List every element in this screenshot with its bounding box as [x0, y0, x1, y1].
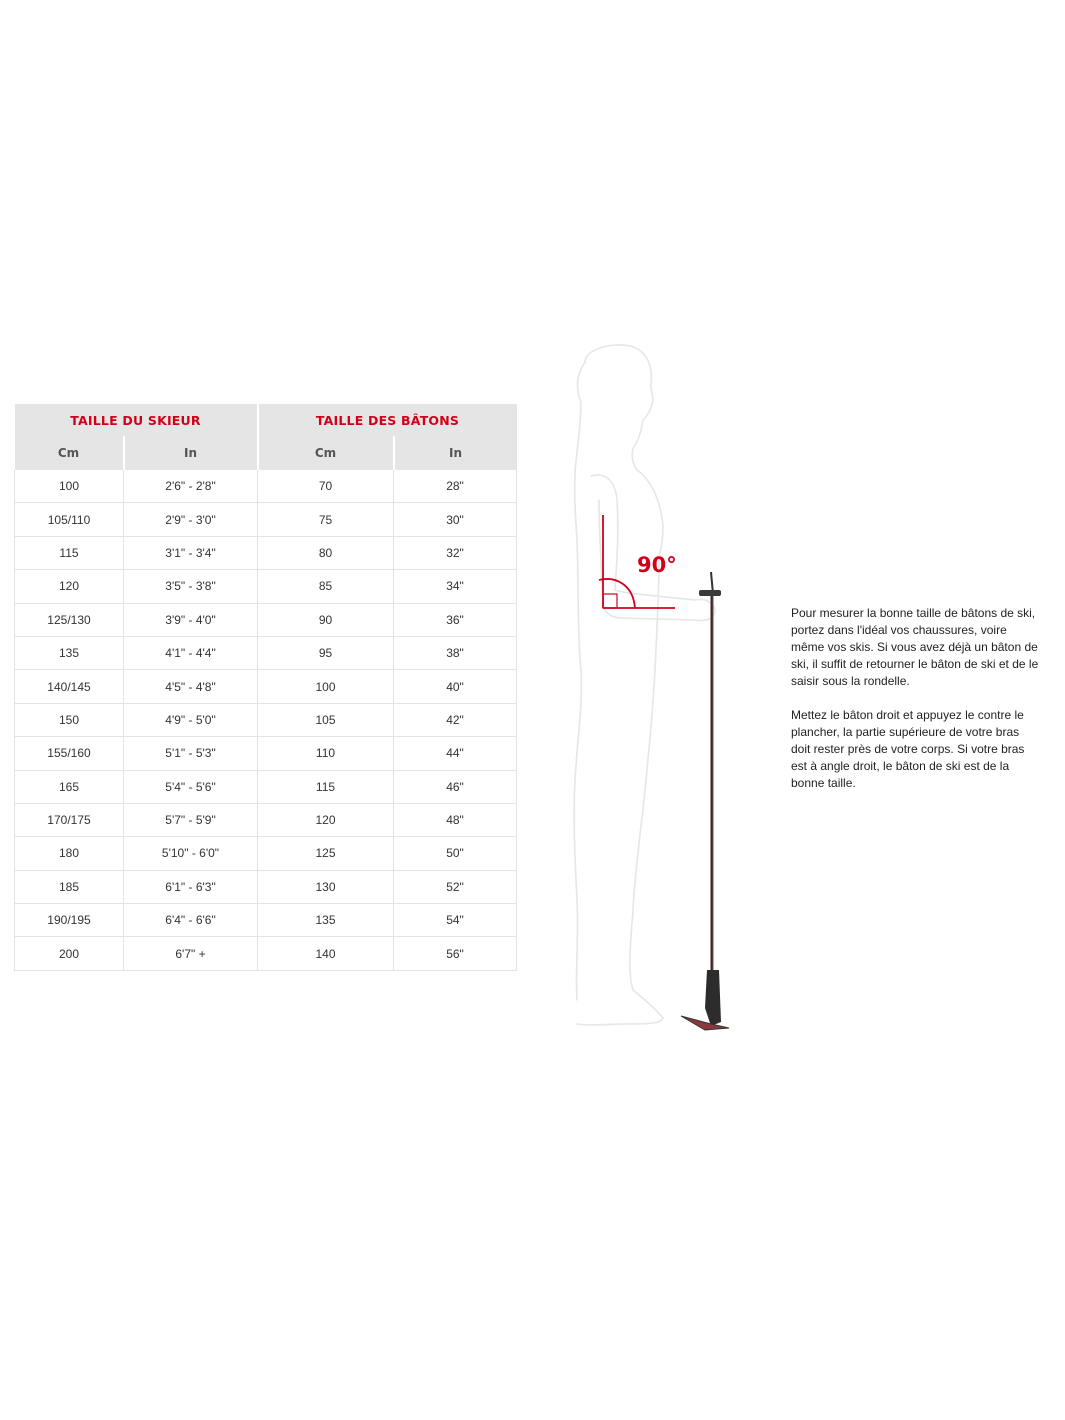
pole-cm-cell: 85	[258, 570, 394, 603]
skier-in-cell: 3'1" - 3'4"	[124, 536, 258, 569]
table-row	[15, 770, 517, 803]
measurement-instructions	[791, 605, 1041, 809]
pole-in-cell: 48"	[394, 803, 517, 836]
pole-cm-cell: 110	[258, 737, 394, 770]
pole-in-cell: 50"	[394, 837, 517, 870]
skier-cm-cell: 200	[15, 937, 124, 970]
skier-cm-cell: 180	[15, 837, 124, 870]
skier-cm-cell: 115	[15, 536, 124, 569]
pole-cm-cell: 100	[258, 670, 394, 703]
skier-in-cell: 4'5" - 4'8"	[124, 670, 258, 703]
pole-in-cell: 52"	[394, 870, 517, 903]
pole-in-cell: 46"	[394, 770, 517, 803]
pole-cm-cell: 115	[258, 770, 394, 803]
skier-cm-cell: 150	[15, 703, 124, 736]
skier-in-cell: 6'7" +	[124, 937, 258, 970]
table-row	[15, 870, 517, 903]
pole-cm-header: Cm	[258, 436, 394, 470]
pole-in-cell: 42"	[394, 703, 517, 736]
table-row	[15, 670, 517, 703]
pole-cm-cell: 105	[258, 703, 394, 736]
skier-cm-cell: 155/160	[15, 737, 124, 770]
skier-cm-header: Cm	[15, 436, 124, 470]
pole-in-cell: 54"	[394, 904, 517, 937]
pole-in-cell: 36"	[394, 603, 517, 636]
pole-cm-cell: 75	[258, 503, 394, 536]
ski-pole-icon	[681, 572, 729, 1030]
pole-cm-cell: 130	[258, 870, 394, 903]
instruction-paragraph-1: Pour mesurer la bonne taille de bâtons de ski, portez dans l'idéal vos chaussures, voire même vos skis. Si vous avez déjà un bâton de ski, il suffit de retourner le bâton de ski et de le saisir sous la rondelle.	[791, 606, 1039, 688]
pole-in-header: In	[394, 436, 517, 470]
pole-in-cell: 30"	[394, 503, 517, 536]
skier-size-header: TAILLE DU SKIEUR	[15, 404, 258, 436]
table-row	[15, 937, 517, 970]
pole-cm-cell: 120	[258, 803, 394, 836]
size-chart-table	[14, 404, 517, 971]
pole-cm-cell: 140	[258, 937, 394, 970]
skier-cm-cell: 190/195	[15, 904, 124, 937]
skier-in-cell: 6'4" - 6'6"	[124, 904, 258, 937]
skier-in-cell: 2'6" - 2'8"	[124, 470, 258, 503]
skier-in-cell: 2'9" - 3'0"	[124, 503, 258, 536]
leg-outline	[577, 558, 663, 1025]
pole-in-cell: 34"	[394, 570, 517, 603]
table-row	[15, 503, 517, 536]
chest-outline	[637, 470, 663, 558]
skier-cm-cell: 185	[15, 870, 124, 903]
skier-in-cell: 4'9" - 5'0"	[124, 703, 258, 736]
angle-label: 90°	[637, 553, 677, 577]
pole-in-cell: 32"	[394, 536, 517, 569]
skier-cm-cell: 125/130	[15, 603, 124, 636]
pole-cm-cell: 135	[258, 904, 394, 937]
pole-cm-cell: 70	[258, 470, 394, 503]
skier-in-cell: 5'7" - 5'9"	[124, 803, 258, 836]
arm-outline	[591, 475, 618, 590]
pole-cm-cell: 90	[258, 603, 394, 636]
pole-cm-cell: 95	[258, 636, 394, 669]
right-angle-box	[603, 594, 617, 608]
skier-cm-cell: 105/110	[15, 503, 124, 536]
skier-in-cell: 5'4" - 5'6"	[124, 770, 258, 803]
person-with-pole-figure	[555, 340, 755, 1040]
pole-cm-cell: 80	[258, 536, 394, 569]
pole-in-cell: 44"	[394, 737, 517, 770]
skier-in-cell: 4'1" - 4'4"	[124, 636, 258, 669]
skier-in-cell: 5'1" - 5'3"	[124, 737, 258, 770]
skier-cm-cell: 170/175	[15, 803, 124, 836]
table-row	[15, 536, 517, 569]
table-row	[15, 904, 517, 937]
pole-in-cell: 28"	[394, 470, 517, 503]
skier-cm-cell: 100	[15, 470, 124, 503]
table-row	[15, 837, 517, 870]
skier-in-cell: 6'1" - 6'3"	[124, 870, 258, 903]
skier-cm-cell: 120	[15, 570, 124, 603]
skier-cm-cell: 165	[15, 770, 124, 803]
size-chart-body	[15, 470, 517, 970]
skier-cm-cell: 140/145	[15, 670, 124, 703]
head-outline	[585, 345, 653, 470]
table-row	[15, 803, 517, 836]
table-row	[15, 703, 517, 736]
table-row	[15, 570, 517, 603]
pole-in-cell: 56"	[394, 937, 517, 970]
skier-in-cell: 3'5" - 3'8"	[124, 570, 258, 603]
table-row	[15, 636, 517, 669]
back-outline	[574, 452, 581, 1000]
instruction-paragraph-2: Mettez le bâton droit et appuyez le contre le plancher, la partie supérieure de votre bras doit rester près de votre corps. Si votre bras est à angle droit, le bâton de ski est de la bonne taille.	[791, 708, 1025, 790]
table-row	[15, 470, 517, 503]
skier-in-header: In	[124, 436, 258, 470]
pole-size-header: TAILLE DES BÂTONS	[258, 404, 517, 436]
skier-cm-cell: 135	[15, 636, 124, 669]
table-row	[15, 603, 517, 636]
skier-in-cell: 3'9" - 4'0"	[124, 603, 258, 636]
pole-in-cell: 40"	[394, 670, 517, 703]
pole-cm-cell: 125	[258, 837, 394, 870]
pole-in-cell: 38"	[394, 636, 517, 669]
table-row	[15, 737, 517, 770]
skier-in-cell: 5'10" - 6'0"	[124, 837, 258, 870]
